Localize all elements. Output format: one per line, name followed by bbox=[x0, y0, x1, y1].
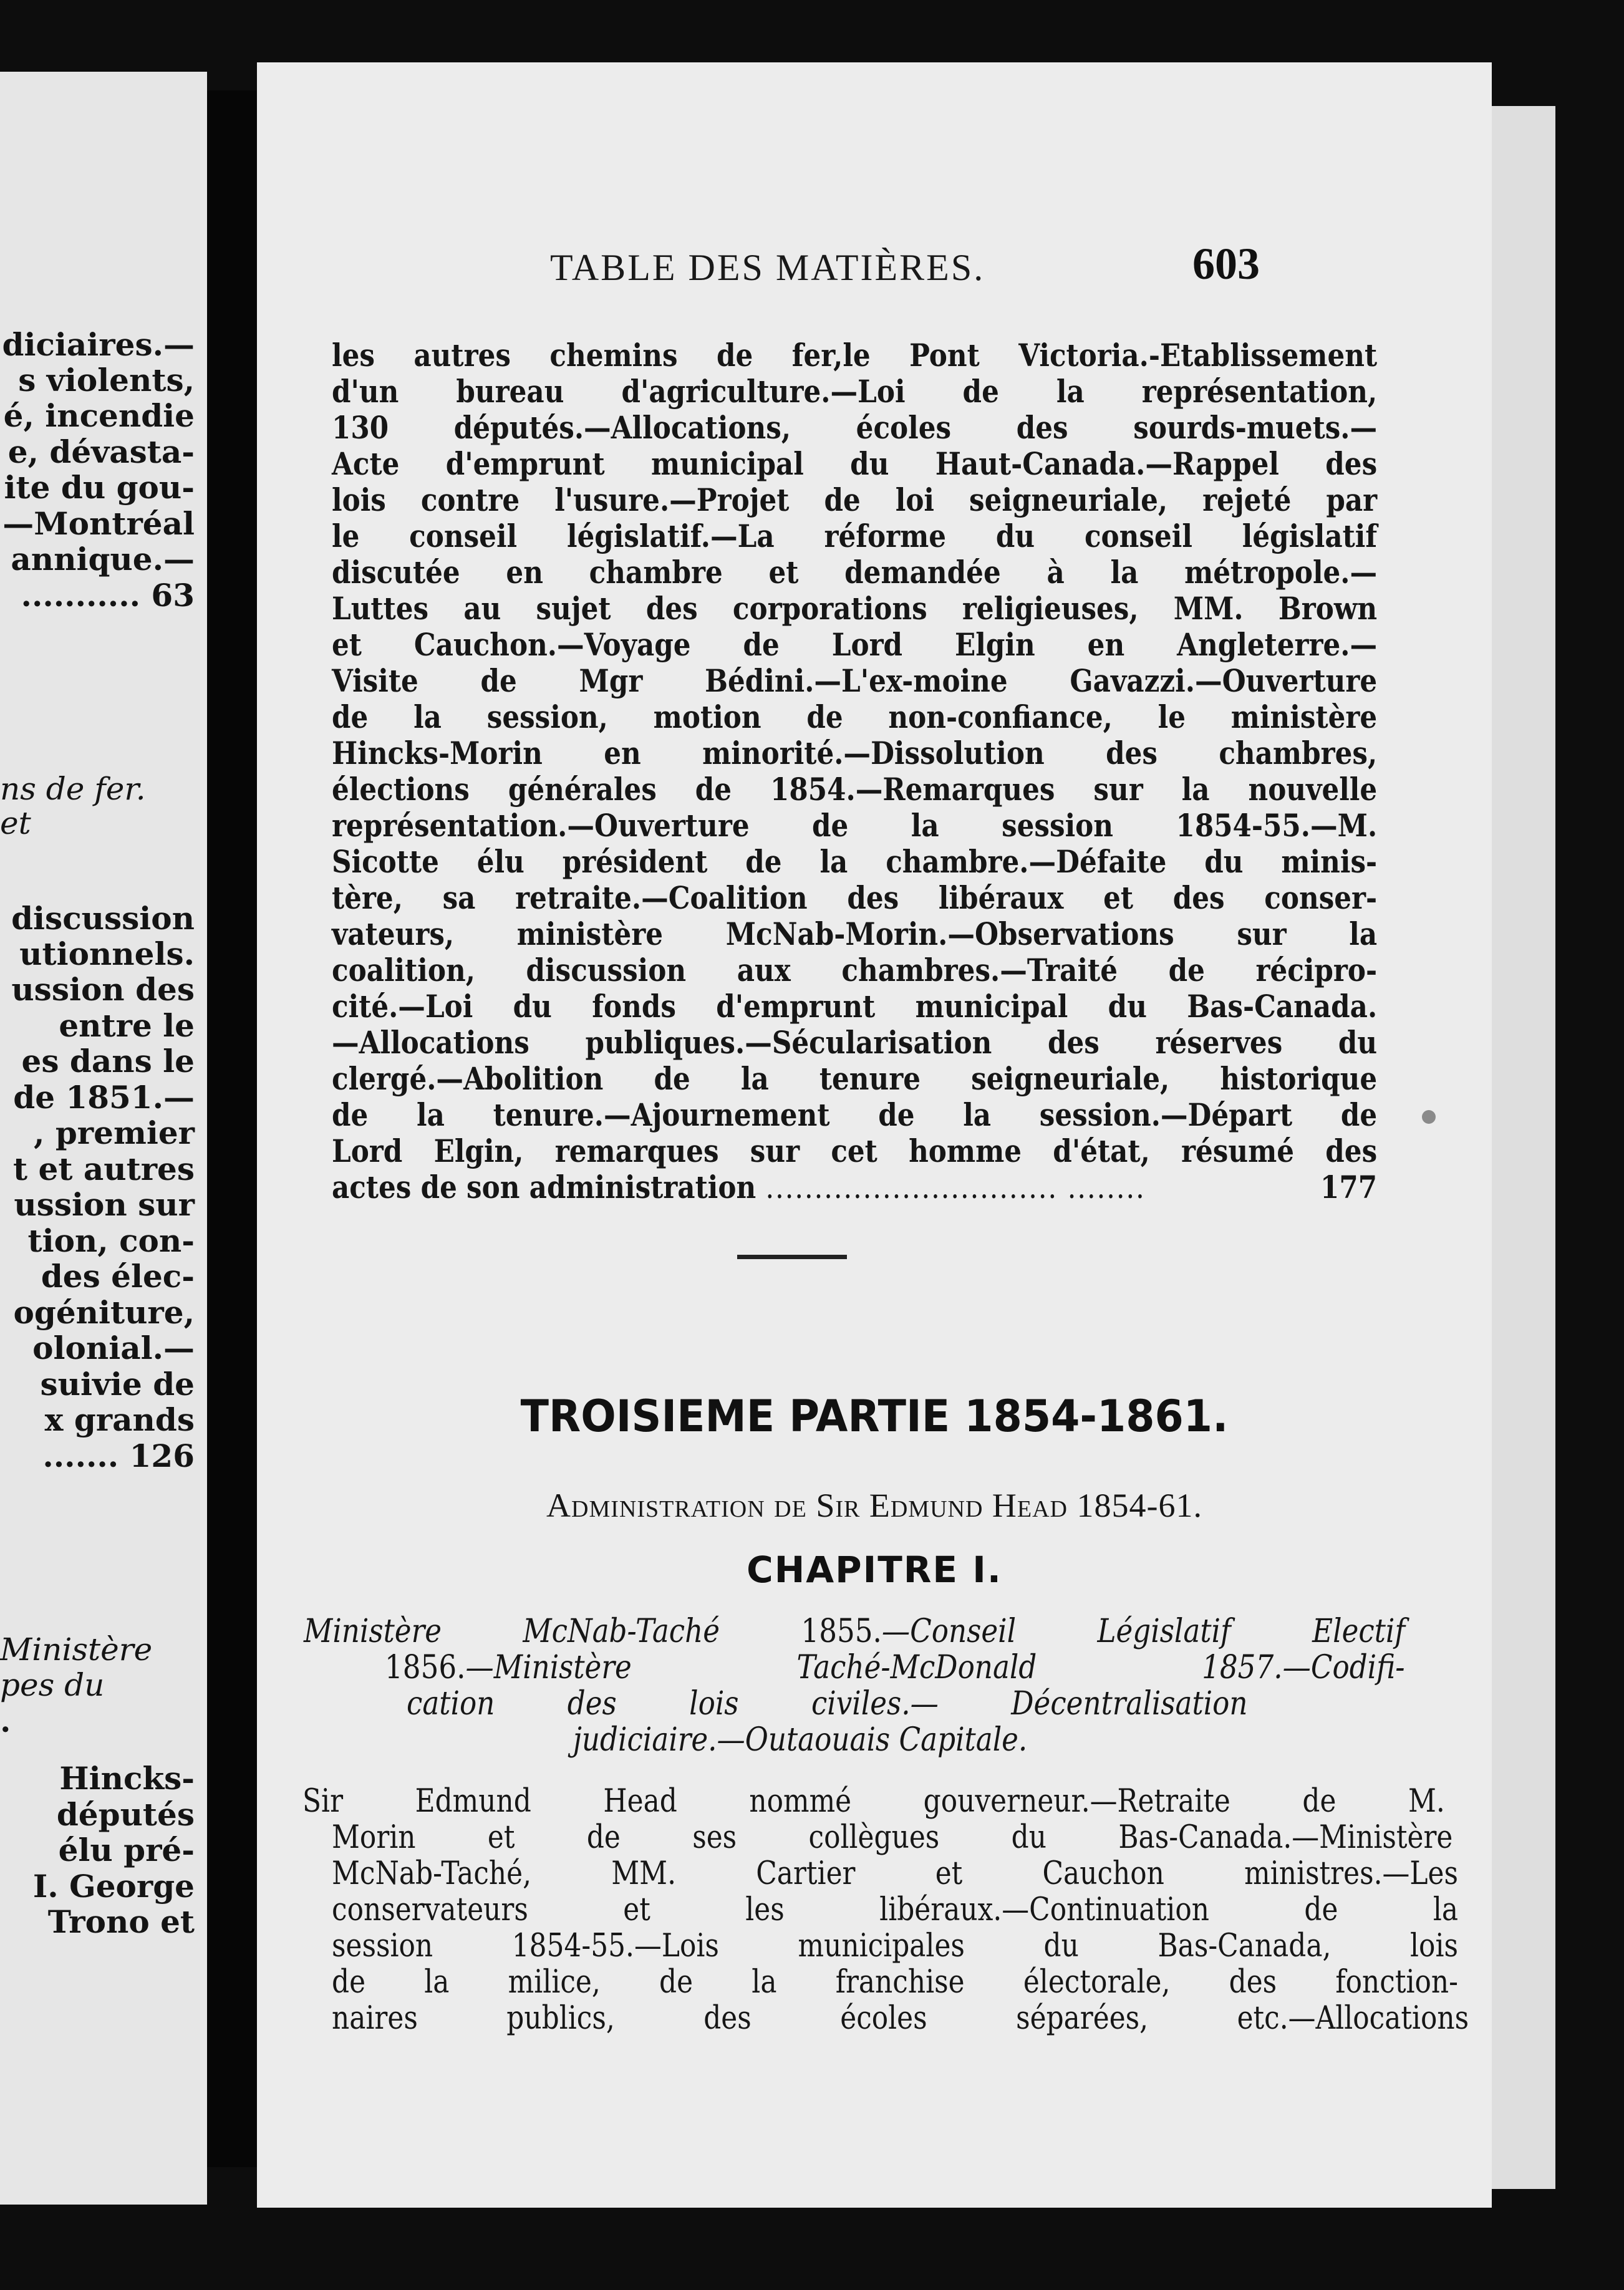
previous-page-line: —Montréal bbox=[2, 505, 195, 542]
toc-text-line: d'un bureau d'agriculture.—Loi de la représentation, bbox=[332, 373, 1378, 410]
toc-text-line: vateurs, ministère McNab-Morin.—Observations sur la bbox=[332, 916, 1378, 952]
toc-text-line: élections générales de 1854.—Remarques sur la nouvelle bbox=[332, 771, 1378, 808]
chapter-summary-line: Ministère McNab-Taché 1855.—Conseil Législatif Electif bbox=[304, 1613, 1406, 1650]
section-divider bbox=[737, 1255, 847, 1259]
previous-page-line: annique.— bbox=[11, 541, 195, 577]
previous-page-line: ns de fer. bbox=[0, 771, 146, 807]
previous-page-line: . bbox=[0, 1703, 11, 1739]
paragraph-line: conservateurs et les libéraux.—Continuation de la bbox=[332, 1891, 1458, 1928]
previous-page-line: ussion des bbox=[11, 971, 195, 1008]
toc-text-line: le conseil législatif.—La réforme du conseil législatif bbox=[332, 518, 1378, 554]
previous-page-line: tion, con- bbox=[27, 1222, 195, 1259]
toc-text-line: Sicotte élu président de la chambre.—Défaite du minis- bbox=[332, 843, 1378, 880]
previous-page-line: discussion bbox=[11, 900, 195, 937]
previous-page-line: e, dévasta- bbox=[7, 433, 195, 470]
previous-page-line: des élec- bbox=[41, 1258, 195, 1295]
previous-page-line: ........... 63 bbox=[21, 577, 195, 614]
toc-entry-text: actes de son administration bbox=[332, 1169, 756, 1205]
previous-page-line: Trono et bbox=[47, 1903, 195, 1940]
previous-page-line: de 1851.— bbox=[13, 1079, 195, 1116]
toc-text-line: Acte d'emprunt municipal du Haut-Canada.—Rappel des bbox=[332, 445, 1378, 482]
toc-leader-dots: .............................. ........ bbox=[765, 1169, 1146, 1205]
toc-text-line: les autres chemins de fer,le Pont Victoria.-Etablissement bbox=[332, 337, 1378, 374]
previous-page-line: députés bbox=[56, 1796, 195, 1833]
previous-page-line: , premier bbox=[34, 1114, 195, 1151]
book-page bbox=[257, 62, 1492, 2208]
toc-entry-page: 177 bbox=[1320, 1169, 1378, 1205]
toc-text-line: Visite de Mgr Bédini.—L'ex-moine Gavazzi.—Ouverture bbox=[332, 662, 1378, 699]
chapter-title: CHAPITRE I. bbox=[747, 1548, 1002, 1591]
previous-page-line: diciaires.— bbox=[2, 326, 195, 363]
previous-page-line: Hincks- bbox=[59, 1760, 195, 1797]
paragraph-line: session 1854-55.—Lois municipales du Bas-Canada, lois bbox=[332, 1928, 1458, 1964]
toc-text-line: clergé.—Abolition de la tenure seigneuriale, historique bbox=[332, 1060, 1378, 1097]
toc-text-line: coalition, discussion aux chambres.—Traité de récipro- bbox=[332, 952, 1378, 988]
toc-text-line: Hincks-Morin en minorité.—Dissolution des chambres, bbox=[332, 735, 1378, 771]
previous-page-line: x grands bbox=[44, 1401, 195, 1438]
administration-title: Administration de Sir Edmund Head 1854-61. bbox=[546, 1487, 1202, 1524]
previous-page-line: élu pré- bbox=[58, 1832, 195, 1868]
toc-text-line: représentation.—Ouverture de la session 1854-55.—M. bbox=[332, 807, 1378, 844]
toc-text-line: de la tenure.—Ajournement de la session.—Départ de bbox=[332, 1096, 1378, 1133]
toc-text-line: Luttes au sujet des corporations religieuses, MM. Brown bbox=[332, 590, 1378, 627]
paragraph-line: Sir Edmund Head nommé gouverneur.—Retraite de M. bbox=[302, 1783, 1445, 1820]
previous-page-line: pes du bbox=[0, 1667, 105, 1703]
previous-page-line: olonial.— bbox=[32, 1330, 195, 1366]
part-title: TROISIEME PARTIE 1854-1861. bbox=[520, 1391, 1229, 1442]
previous-page-line: t et autres bbox=[13, 1151, 195, 1187]
toc-text-line: —Allocations publiques.—Sécularisation des réserves du bbox=[332, 1024, 1378, 1061]
previous-page-line: é, incendie bbox=[3, 397, 195, 434]
toc-text-line: discutée en chambre et demandée à la métropole.— bbox=[332, 554, 1378, 591]
previous-page-line: suivie de bbox=[40, 1366, 195, 1403]
previous-page-line: s violents, bbox=[18, 362, 195, 399]
paragraph-line: McNab-Taché, MM. Cartier et Cauchon ministres.—Les bbox=[332, 1855, 1458, 1892]
chapter-summary-line: judiciaire.—Outaouais Capitale. bbox=[573, 1721, 1028, 1759]
chapter-summary-line: cation des lois civiles.— Décentralisation bbox=[407, 1685, 1248, 1722]
toc-entry-last-line bbox=[332, 1169, 1378, 1205]
toc-text-line: lois contre l'usure.—Projet de loi seigneuriale, rejeté par bbox=[332, 481, 1378, 518]
previous-page-line: et bbox=[0, 805, 31, 841]
chapter-summary-line: 1856.—Ministère Taché-McDonald 1857.—Codifi- bbox=[385, 1649, 1405, 1686]
previous-page-fragment bbox=[0, 72, 207, 2205]
previous-page-line: utionnels. bbox=[19, 935, 195, 972]
paragraph-line: de la milice, de la franchise électorale, des fonction- bbox=[332, 1964, 1458, 2001]
running-header: TABLE DES MATIÈRES. bbox=[550, 247, 985, 288]
previous-page-line: ogéniture, bbox=[13, 1294, 195, 1331]
toc-text-line: cité.—Loi du fonds d'emprunt municipal du Bas-Canada. bbox=[332, 988, 1378, 1025]
paper-speck bbox=[1422, 1110, 1436, 1124]
previous-page-line: I. George bbox=[32, 1868, 195, 1905]
previous-page-line: ....... 126 bbox=[42, 1437, 195, 1474]
book-gutter bbox=[207, 90, 257, 2167]
toc-text-line: 130 députés.—Allocations, écoles des sourds-muets.— bbox=[332, 409, 1378, 446]
paragraph-line: Morin et de ses collègues du Bas-Canada.—Ministère bbox=[332, 1819, 1453, 1856]
previous-page-line: es dans le bbox=[21, 1043, 195, 1080]
toc-text-line: de la session, motion de non-confiance, le ministère bbox=[332, 698, 1378, 735]
previous-page-line: Ministère bbox=[0, 1631, 153, 1668]
paragraph-line: naires publics, des écoles séparées, etc.—Allocations bbox=[332, 2000, 1469, 2037]
previous-page-line: entre le bbox=[59, 1007, 195, 1044]
underlying-pages bbox=[1484, 106, 1555, 2189]
previous-page-line: ite du gou- bbox=[4, 469, 195, 506]
previous-page-line: ussion sur bbox=[14, 1186, 195, 1223]
toc-text-line: Lord Elgin, remarques sur cet homme d'état, résumé des bbox=[332, 1133, 1378, 1169]
toc-text-line: et Cauchon.—Voyage de Lord Elgin en Angleterre.— bbox=[332, 626, 1378, 663]
page-number: 603 bbox=[1192, 239, 1260, 289]
toc-text-line: tère, sa retraite.—Coalition des libéraux et des conser- bbox=[332, 879, 1378, 916]
